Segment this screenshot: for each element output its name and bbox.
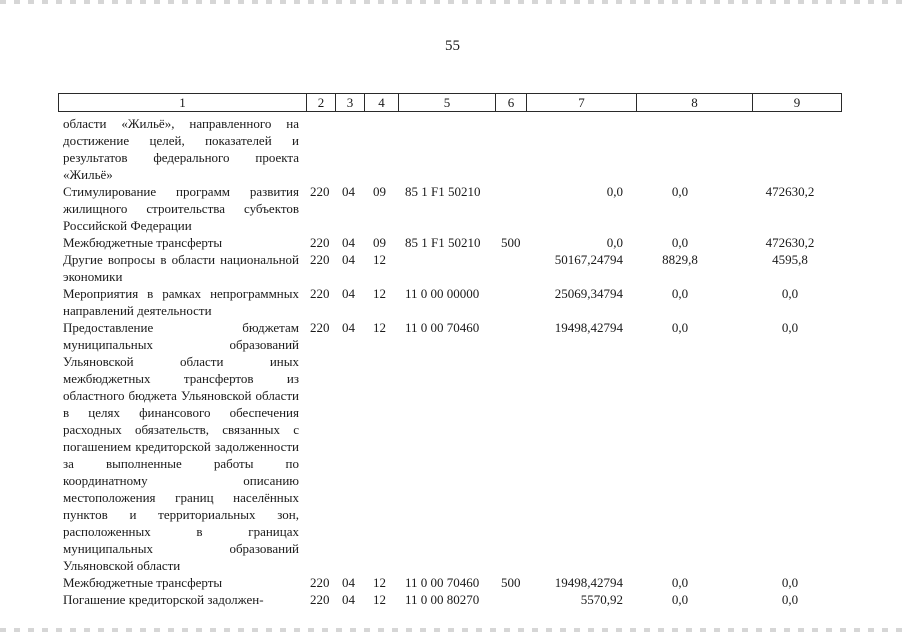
- col-9-value: 0,0: [781, 575, 799, 590]
- col-3-value: 04: [342, 592, 355, 607]
- col-2-value: 220: [310, 592, 330, 607]
- col-7-value: 19498,42794: [554, 320, 623, 335]
- col-4-value: 12: [373, 320, 386, 335]
- row-description: области «Жильё», направленного на достижение целей, показателей и результатов федерального проекта «Жильё»: [63, 116, 299, 182]
- col-3-value: 04: [342, 320, 355, 335]
- header-col-8: 8: [636, 94, 752, 111]
- scan-edge-bottom: [0, 628, 905, 632]
- col-7-value: 0,0: [606, 184, 623, 199]
- col-4-value: 09: [373, 184, 386, 199]
- col-8-value: 0,0: [671, 320, 689, 335]
- header-col-5: 5: [398, 94, 495, 111]
- col-8-value: 0,0: [671, 235, 689, 250]
- col-3-value: 04: [342, 575, 355, 590]
- col-8-value: 0,0: [671, 592, 689, 607]
- col-5-value: 85 1 F1 50210: [405, 235, 481, 250]
- col-4-value: 12: [373, 592, 386, 607]
- col-7-value: 0,0: [606, 235, 623, 250]
- col-2-value: 220: [310, 286, 330, 301]
- col-4-value: 12: [373, 286, 386, 301]
- col-9-value: 0,0: [781, 592, 799, 607]
- header-col-4: 4: [364, 94, 398, 111]
- col-3-value: 04: [342, 184, 355, 199]
- col-5-value: 11 0 00 70460: [405, 575, 480, 590]
- col-7-value: 25069,34794: [554, 286, 623, 301]
- table-header: [58, 93, 842, 112]
- col-7-value: 50167,24794: [554, 252, 623, 267]
- row-description: Предоставление бюджетам муниципальных образований Ульяновской области иных межбюджетных трансфертов из областного бюджета Ульяновской области в целях финансового обеспечения расходных обязательств, связанных с погашением кредиторской задолженности за выполненные работы по координатному описанию местоположения границ населённых пунктов и территориальных зон, расположенных в границах муниципальных образований Ульяновской области: [63, 320, 299, 573]
- table-row: [0, 115, 905, 183]
- table-body: [0, 115, 905, 608]
- col-7-value: 19498,42794: [554, 575, 623, 590]
- table-row: [0, 591, 905, 608]
- col-3-value: 04: [342, 235, 355, 250]
- col-8-value: 0,0: [671, 286, 689, 301]
- col-6-value: 500: [501, 575, 521, 590]
- scan-edge-top: [0, 0, 905, 4]
- header-col-3: 3: [335, 94, 364, 111]
- table-row: [0, 183, 905, 234]
- col-2-value: 220: [310, 235, 330, 250]
- col-9-value: 0,0: [781, 320, 799, 335]
- header-col-1: 1: [179, 95, 186, 110]
- table-row: [0, 574, 905, 591]
- col-9-value: 472630,2: [765, 184, 815, 199]
- col-4-value: 12: [373, 575, 386, 590]
- col-9-value: 4595,8: [772, 252, 808, 267]
- page-number: 55: [445, 38, 460, 54]
- row-description: Погашение кредиторской задолжен-: [63, 592, 264, 607]
- col-8-value: 0,0: [671, 184, 689, 199]
- col-2-value: 220: [310, 184, 330, 199]
- col-2-value: 220: [310, 320, 330, 335]
- col-5-value: 85 1 F1 50210: [405, 184, 481, 199]
- header-col-9: 9: [752, 94, 841, 111]
- table-row: [0, 285, 905, 319]
- row-description: Межбюджетные трансферты: [63, 235, 223, 250]
- row-description: Мероприятия в рамках непрограммных направлений деятельности: [63, 286, 299, 318]
- col-4-value: 09: [373, 235, 386, 250]
- header-col-6: 6: [495, 94, 526, 111]
- col-5-value: 11 0 00 00000: [405, 286, 480, 301]
- header-col-7: 7: [526, 94, 636, 111]
- col-5-value: 11 0 00 70460: [405, 320, 480, 335]
- col-2-value: 220: [310, 252, 330, 267]
- row-description: Межбюджетные трансферты: [63, 575, 223, 590]
- col-8-value: 8829,8: [662, 252, 698, 267]
- row-description: Стимулирование программ развития жилищного строительства субъектов Российской Федерации: [63, 184, 299, 233]
- table-row: [0, 234, 905, 251]
- col-9-value: 0,0: [781, 286, 799, 301]
- col-3-value: 04: [342, 252, 355, 267]
- col-2-value: 220: [310, 575, 330, 590]
- table-row: [0, 251, 905, 285]
- table-row: [0, 319, 905, 574]
- col-4-value: 12: [373, 252, 386, 267]
- header-col-2: 2: [306, 94, 335, 111]
- col-8-value: 0,0: [671, 575, 689, 590]
- col-5-value: 11 0 00 80270: [405, 592, 480, 607]
- col-3-value: 04: [342, 286, 355, 301]
- col-9-value: 472630,2: [765, 235, 815, 250]
- col-6-value: 500: [501, 235, 521, 250]
- col-7-value: 5570,92: [580, 592, 623, 607]
- row-description: Другие вопросы в области национальной экономики: [63, 252, 299, 284]
